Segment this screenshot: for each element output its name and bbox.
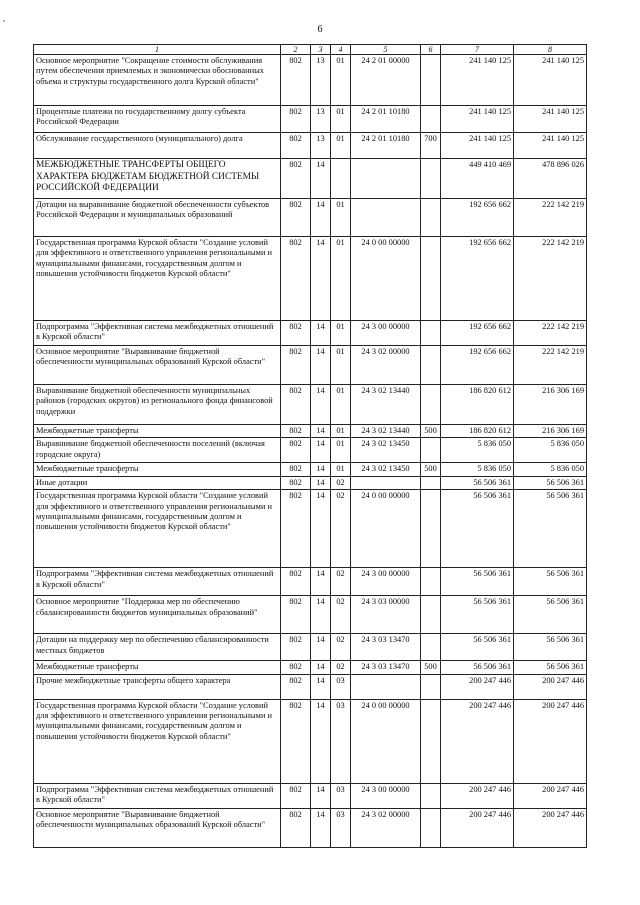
cell-amount-year-1: 56 506 361 xyxy=(441,490,514,568)
table-row xyxy=(34,106,587,133)
cell-ministry: 802 xyxy=(281,425,311,438)
header-row xyxy=(34,45,587,55)
cell-name: Подпрограмма "Эффективная система межбюджетных отношений в Курской области" xyxy=(34,783,281,808)
cell-target-article: 24 3 02 13450 xyxy=(351,463,421,476)
cell-target-article: 24 3 02 00000 xyxy=(351,346,421,385)
table-row xyxy=(34,699,587,783)
cell-amount-year-2: 241 140 125 xyxy=(514,133,587,159)
cell-expense-type: 500 xyxy=(421,463,441,476)
cell-section: 14 xyxy=(311,699,331,783)
cell-ministry: 802 xyxy=(281,133,311,159)
cell-section: 14 xyxy=(311,438,331,463)
cell-amount-year-1: 449 410 469 xyxy=(441,159,514,199)
table-row xyxy=(34,596,587,634)
header-col-8: 8 xyxy=(514,45,587,55)
cell-amount-year-2: 5 836 050 xyxy=(514,438,587,463)
cell-name: Выравнивание бюджетной обеспеченности поселений (включая городские округа) xyxy=(34,438,281,463)
cell-ministry: 802 xyxy=(281,106,311,133)
cell-expense-type xyxy=(421,106,441,133)
cell-amount-year-1: 192 656 662 xyxy=(441,237,514,321)
table-row xyxy=(34,55,587,106)
cell-subsection: 03 xyxy=(331,699,351,783)
table-row xyxy=(34,237,587,321)
cell-ministry: 802 xyxy=(281,476,311,489)
cell-expense-type: 700 xyxy=(421,133,441,159)
cell-section: 14 xyxy=(311,321,331,346)
cell-amount-year-2: 56 506 361 xyxy=(514,596,587,634)
cell-amount-year-2: 200 247 446 xyxy=(514,808,587,847)
cell-subsection: 01 xyxy=(331,55,351,106)
cell-subsection: 02 xyxy=(331,490,351,568)
cell-name: Иные дотации xyxy=(34,476,281,489)
cell-subsection: 02 xyxy=(331,568,351,596)
cell-amount-year-2: 56 506 361 xyxy=(514,661,587,674)
cell-amount-year-2: 222 142 219 xyxy=(514,321,587,346)
cell-ministry: 802 xyxy=(281,699,311,783)
cell-section: 14 xyxy=(311,808,331,847)
cell-amount-year-1: 56 506 361 xyxy=(441,568,514,596)
cell-amount-year-1: 200 247 446 xyxy=(441,808,514,847)
cell-subsection: 02 xyxy=(331,596,351,634)
cell-amount-year-1: 200 247 446 xyxy=(441,783,514,808)
cell-amount-year-2: 241 140 125 xyxy=(514,106,587,133)
budget-table xyxy=(33,44,587,848)
cell-name: Основное мероприятие "Сокращение стоимости обслуживания путем обеспечения приемлемых и экономически обоснованных объема и структуры государственного долга Курской области" xyxy=(34,55,281,106)
table-row xyxy=(34,321,587,346)
cell-ministry: 802 xyxy=(281,634,311,661)
cell-name: Основное мероприятие "Выравнивание бюджетной обеспеченности муниципальных образований Курской области" xyxy=(34,808,281,847)
cell-amount-year-1: 241 140 125 xyxy=(441,106,514,133)
cell-subsection: 01 xyxy=(331,385,351,425)
cell-expense-type xyxy=(421,490,441,568)
cell-amount-year-2: 216 306 169 xyxy=(514,385,587,425)
cell-expense-type xyxy=(421,237,441,321)
cell-expense-type xyxy=(421,808,441,847)
cell-target-article: 24 3 02 13440 xyxy=(351,385,421,425)
cell-subsection: 01 xyxy=(331,463,351,476)
cell-target-article: 24 3 03 00000 xyxy=(351,596,421,634)
cell-subsection: 01 xyxy=(331,133,351,159)
cell-name: Основное мероприятие "Выравнивание бюджетной обеспеченности муниципальных образований Курской области" xyxy=(34,346,281,385)
cell-name: Прочие межбюджетные трансферты общего характера xyxy=(34,674,281,699)
cell-section: 13 xyxy=(311,133,331,159)
cell-amount-year-1: 192 656 662 xyxy=(441,199,514,237)
table-row xyxy=(34,159,587,199)
cell-subsection: 01 xyxy=(331,237,351,321)
cell-target-article: 24 2 01 10180 xyxy=(351,133,421,159)
cell-name: Выравнивание бюджетной обеспеченности муниципальных районов (городских округов) из регионального фонда финансовой поддержки xyxy=(34,385,281,425)
cell-amount-year-2: 241 140 125 xyxy=(514,55,587,106)
cell-section: 14 xyxy=(311,490,331,568)
cell-ministry: 802 xyxy=(281,463,311,476)
cell-section: 14 xyxy=(311,476,331,489)
header-col-4: 4 xyxy=(331,45,351,55)
cell-target-article: 24 2 01 00000 xyxy=(351,55,421,106)
header-col-2: 2 xyxy=(281,45,311,55)
cell-ministry: 802 xyxy=(281,661,311,674)
cell-expense-type: 500 xyxy=(421,661,441,674)
cell-section: 14 xyxy=(311,634,331,661)
cell-name: Межбюджетные трансферты xyxy=(34,463,281,476)
cell-expense-type: 500 xyxy=(421,425,441,438)
cell-target-article xyxy=(351,159,421,199)
cell-amount-year-2: 216 306 169 xyxy=(514,425,587,438)
cell-amount-year-1: 241 140 125 xyxy=(441,133,514,159)
cell-section: 14 xyxy=(311,783,331,808)
cell-ministry: 802 xyxy=(281,237,311,321)
cell-amount-year-1: 186 820 612 xyxy=(441,385,514,425)
cell-target-article: 24 3 02 13450 xyxy=(351,438,421,463)
cell-ministry: 802 xyxy=(281,346,311,385)
cell-name: Государственная программа Курской области "Создание условий для эффективного и ответственного управления региональными и муниципальными финансами, государственным долгом и повышения устойчивости бюджетов Курской области" xyxy=(34,490,281,568)
cell-expense-type xyxy=(421,321,441,346)
cell-name: Процентные платежи по государственному долгу субъекта Российской Федерации xyxy=(34,106,281,133)
table-row xyxy=(34,661,587,674)
cell-target-article: 24 3 02 13440 xyxy=(351,425,421,438)
cell-target-article: 24 3 00 00000 xyxy=(351,568,421,596)
cell-subsection: 03 xyxy=(331,783,351,808)
cell-subsection xyxy=(331,159,351,199)
cell-expense-type xyxy=(421,568,441,596)
cell-ministry: 802 xyxy=(281,199,311,237)
table-row xyxy=(34,490,587,568)
cell-name: Дотации на поддержку мер по обеспечению сбалансированности местных бюджетов xyxy=(34,634,281,661)
cell-expense-type xyxy=(421,55,441,106)
cell-name: Государственная программа Курской области "Создание условий для эффективного и ответственного управления региональными и муниципальными финансами, государственным долгом и повышения устойчивости бюджетов Курской области" xyxy=(34,699,281,783)
table-row xyxy=(34,463,587,476)
cell-subsection: 02 xyxy=(331,476,351,489)
cell-subsection: 03 xyxy=(331,808,351,847)
cell-amount-year-2: 200 247 446 xyxy=(514,783,587,808)
cell-amount-year-2: 222 142 219 xyxy=(514,199,587,237)
cell-amount-year-2: 5 836 050 xyxy=(514,463,587,476)
cell-name: Государственная программа Курской области "Создание условий для эффективного и ответственного управления региональными и муниципальными финансами, государственным долгом и повышения устойчивости бюджетов Курской области" xyxy=(34,237,281,321)
cell-amount-year-2: 478 896 026 xyxy=(514,159,587,199)
table-row xyxy=(34,385,587,425)
table-row xyxy=(34,199,587,237)
cell-ministry: 802 xyxy=(281,596,311,634)
cell-target-article: 24 3 00 00000 xyxy=(351,783,421,808)
cell-target-article: 24 3 02 00000 xyxy=(351,808,421,847)
cell-section: 13 xyxy=(311,106,331,133)
cell-section: 14 xyxy=(311,568,331,596)
cell-subsection: 01 xyxy=(331,438,351,463)
cell-subsection: 02 xyxy=(331,661,351,674)
cell-ministry: 802 xyxy=(281,385,311,425)
table-row xyxy=(34,808,587,847)
cell-ministry: 802 xyxy=(281,568,311,596)
cell-target-article: 24 0 00 00000 xyxy=(351,699,421,783)
cell-expense-type xyxy=(421,699,441,783)
cell-name: Обслуживание государственного (муниципального) долга xyxy=(34,133,281,159)
cell-target-article: 24 0 00 00000 xyxy=(351,237,421,321)
cell-ministry: 802 xyxy=(281,674,311,699)
cell-amount-year-1: 241 140 125 xyxy=(441,55,514,106)
cell-amount-year-1: 186 820 612 xyxy=(441,425,514,438)
cell-target-article xyxy=(351,199,421,237)
page-number: 6 xyxy=(317,24,323,35)
table-row xyxy=(34,783,587,808)
cell-amount-year-2: 200 247 446 xyxy=(514,674,587,699)
cell-ministry: 802 xyxy=(281,321,311,346)
cell-name: Межбюджетные трансферты xyxy=(34,661,281,674)
table-row xyxy=(34,476,587,489)
cell-ministry: 802 xyxy=(281,490,311,568)
header-col-6: 6 xyxy=(421,45,441,55)
cell-name: Дотации на выравнивание бюджетной обеспеченности субъектов Российской Федерации и муниципальных образований xyxy=(34,199,281,237)
cell-ministry: 802 xyxy=(281,55,311,106)
cell-subsection: 01 xyxy=(331,321,351,346)
margin-mark: , xyxy=(3,14,5,23)
cell-target-article: 24 3 03 13470 xyxy=(351,634,421,661)
table-row xyxy=(34,634,587,661)
table-row xyxy=(34,674,587,699)
cell-subsection: 01 xyxy=(331,425,351,438)
cell-subsection: 01 xyxy=(331,346,351,385)
table-body xyxy=(34,55,587,848)
cell-name: МЕЖБЮДЖЕТНЫЕ ТРАНСФЕРТЫ ОБЩЕГО ХАРАКТЕРА БЮДЖЕТАМ БЮДЖЕТНОЙ СИСТЕМЫ РОССИЙСКОЙ ФЕДЕРАЦИИ xyxy=(34,159,281,199)
cell-amount-year-2: 200 247 446 xyxy=(514,699,587,783)
cell-expense-type xyxy=(421,159,441,199)
table-row xyxy=(34,133,587,159)
cell-amount-year-2: 222 142 219 xyxy=(514,346,587,385)
cell-section: 14 xyxy=(311,385,331,425)
cell-subsection: 01 xyxy=(331,106,351,133)
cell-target-article: 24 2 01 10180 xyxy=(351,106,421,133)
cell-section: 14 xyxy=(311,596,331,634)
cell-section: 14 xyxy=(311,661,331,674)
cell-amount-year-1: 56 506 361 xyxy=(441,476,514,489)
cell-ministry: 802 xyxy=(281,808,311,847)
cell-target-article xyxy=(351,674,421,699)
cell-section: 13 xyxy=(311,55,331,106)
cell-section: 14 xyxy=(311,237,331,321)
cell-target-article: 24 3 03 13470 xyxy=(351,661,421,674)
cell-section: 14 xyxy=(311,159,331,199)
cell-amount-year-2: 56 506 361 xyxy=(514,634,587,661)
cell-expense-type xyxy=(421,385,441,425)
cell-amount-year-1: 192 656 662 xyxy=(441,346,514,385)
table-row xyxy=(34,568,587,596)
cell-target-article: 24 0 00 00000 xyxy=(351,490,421,568)
budget-table-container xyxy=(33,44,586,848)
cell-section: 14 xyxy=(311,425,331,438)
cell-amount-year-1: 200 247 446 xyxy=(441,674,514,699)
header-col-7: 7 xyxy=(441,45,514,55)
cell-amount-year-2: 222 142 219 xyxy=(514,237,587,321)
cell-name: Подпрограмма "Эффективная система межбюджетных отношений в Курской области" xyxy=(34,321,281,346)
header-col-3: 3 xyxy=(311,45,331,55)
cell-ministry: 802 xyxy=(281,159,311,199)
cell-expense-type xyxy=(421,438,441,463)
cell-subsection: 02 xyxy=(331,634,351,661)
cell-name: Подпрограмма "Эффективная система межбюджетных отношений в Курской области" xyxy=(34,568,281,596)
cell-name: Межбюджетные трансферты xyxy=(34,425,281,438)
cell-amount-year-1: 56 506 361 xyxy=(441,596,514,634)
cell-amount-year-1: 200 247 446 xyxy=(441,699,514,783)
cell-expense-type xyxy=(421,199,441,237)
cell-expense-type xyxy=(421,596,441,634)
cell-amount-year-1: 56 506 361 xyxy=(441,661,514,674)
cell-target-article: 24 3 00 00000 xyxy=(351,321,421,346)
cell-expense-type xyxy=(421,346,441,385)
cell-section: 14 xyxy=(311,674,331,699)
cell-expense-type xyxy=(421,634,441,661)
cell-section: 14 xyxy=(311,463,331,476)
cell-section: 14 xyxy=(311,199,331,237)
cell-amount-year-1: 56 506 361 xyxy=(441,634,514,661)
cell-amount-year-2: 56 506 361 xyxy=(514,490,587,568)
cell-amount-year-2: 56 506 361 xyxy=(514,568,587,596)
cell-expense-type xyxy=(421,476,441,489)
cell-amount-year-1: 5 836 050 xyxy=(441,438,514,463)
table-row xyxy=(34,425,587,438)
cell-ministry: 802 xyxy=(281,438,311,463)
cell-name: Основное мероприятие "Поддержка мер по обеспечению сбалансированности бюджетов муниципальных образований" xyxy=(34,596,281,634)
header-col-5: 5 xyxy=(351,45,421,55)
cell-target-article xyxy=(351,476,421,489)
header-col-1: 1 xyxy=(34,45,281,55)
cell-expense-type xyxy=(421,674,441,699)
cell-subsection: 03 xyxy=(331,674,351,699)
cell-section: 14 xyxy=(311,346,331,385)
cell-subsection: 01 xyxy=(331,199,351,237)
table-row xyxy=(34,346,587,385)
cell-amount-year-2: 56 506 361 xyxy=(514,476,587,489)
cell-amount-year-1: 192 656 662 xyxy=(441,321,514,346)
table-row xyxy=(34,438,587,463)
cell-amount-year-1: 5 836 050 xyxy=(441,463,514,476)
cell-ministry: 802 xyxy=(281,783,311,808)
cell-expense-type xyxy=(421,783,441,808)
